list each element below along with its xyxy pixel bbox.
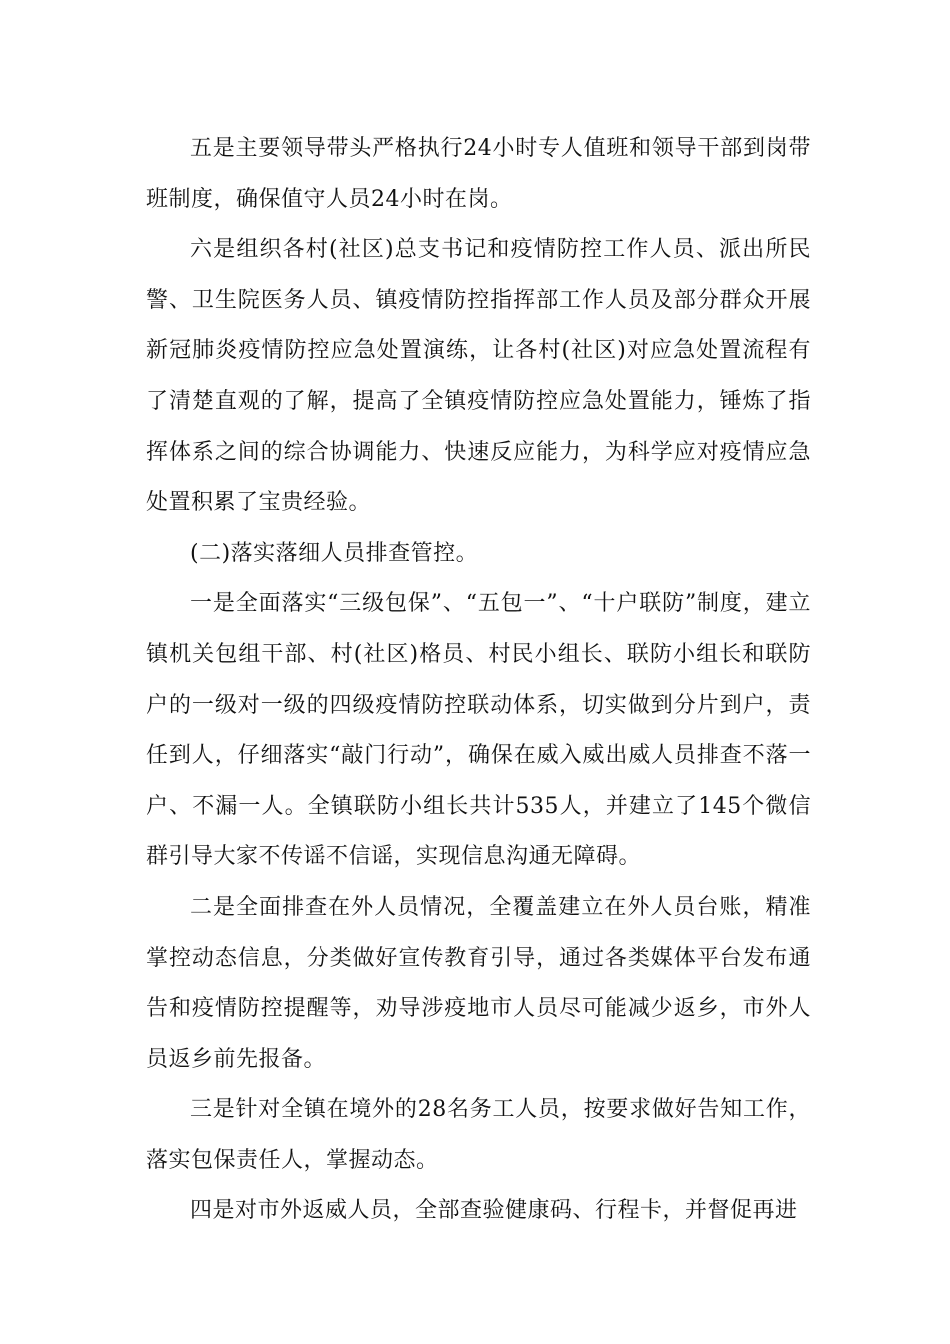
- paragraph-joint-defense: 一是全面落实“三级包保”、“五包一”、“十户联防”制度，建立镇机关包组干部、村(社区)格员、村民小组长、联防小组长和联防户的一级对一级的四级疫情防控联动体系，切实做到分片到户，责任到人，仔细落实“敲门行动”，确保在威入威出威人员排查不落一户、不漏一人。全镇联防小组长共计535人，并建立了145个微信群引导大家不传谣不信谣，实现信息沟通无障碍。: [146, 591, 811, 870]
- paragraph-returnees: 四是对市外返威人员，全部查验健康码、行程卡，并督促再进: [190, 1198, 798, 1224]
- paragraph-overseas-workers: 三是针对全镇在境外的28名务工人员，按要求做好告知工作，落实包保责任人，掌握动态。: [146, 1097, 811, 1173]
- document-body: [146, 124, 811, 1237]
- paragraph-outside-personnel: 二是全面排查在外人员情况，全覆盖建立在外人员台账，精准掌控动态信息，分类做好宣传教育引导，通过各类媒体平台发布通告和疫情防控提醒等，劝导涉疫地市人员尽可能减少返乡，市外人员返乡前先报备。: [146, 894, 811, 1072]
- paragraph-duty-system: 五是主要领导带头严格执行24小时专人值班和领导干部到岗带班制度，确保值守人员24小时在岗。: [146, 136, 811, 212]
- paragraph-emergency-drill: 六是组织各村(社区)总支书记和疫情防控工作人员、派出所民警、卫生院医务人员、镇疫情防控指挥部工作人员及部分群众开展新冠肺炎疫情防控应急处置演练，让各村(社区)对应急处置流程有了清楚直观的了解，提高了全镇疫情防控应急处置能力，锤炼了指挥体系之间的综合协调能力、快速反应能力，为科学应对疫情应急处置积累了宝贵经验。: [146, 237, 811, 516]
- section-heading-screening: (二)落实落细人员排查管控。: [190, 540, 479, 566]
